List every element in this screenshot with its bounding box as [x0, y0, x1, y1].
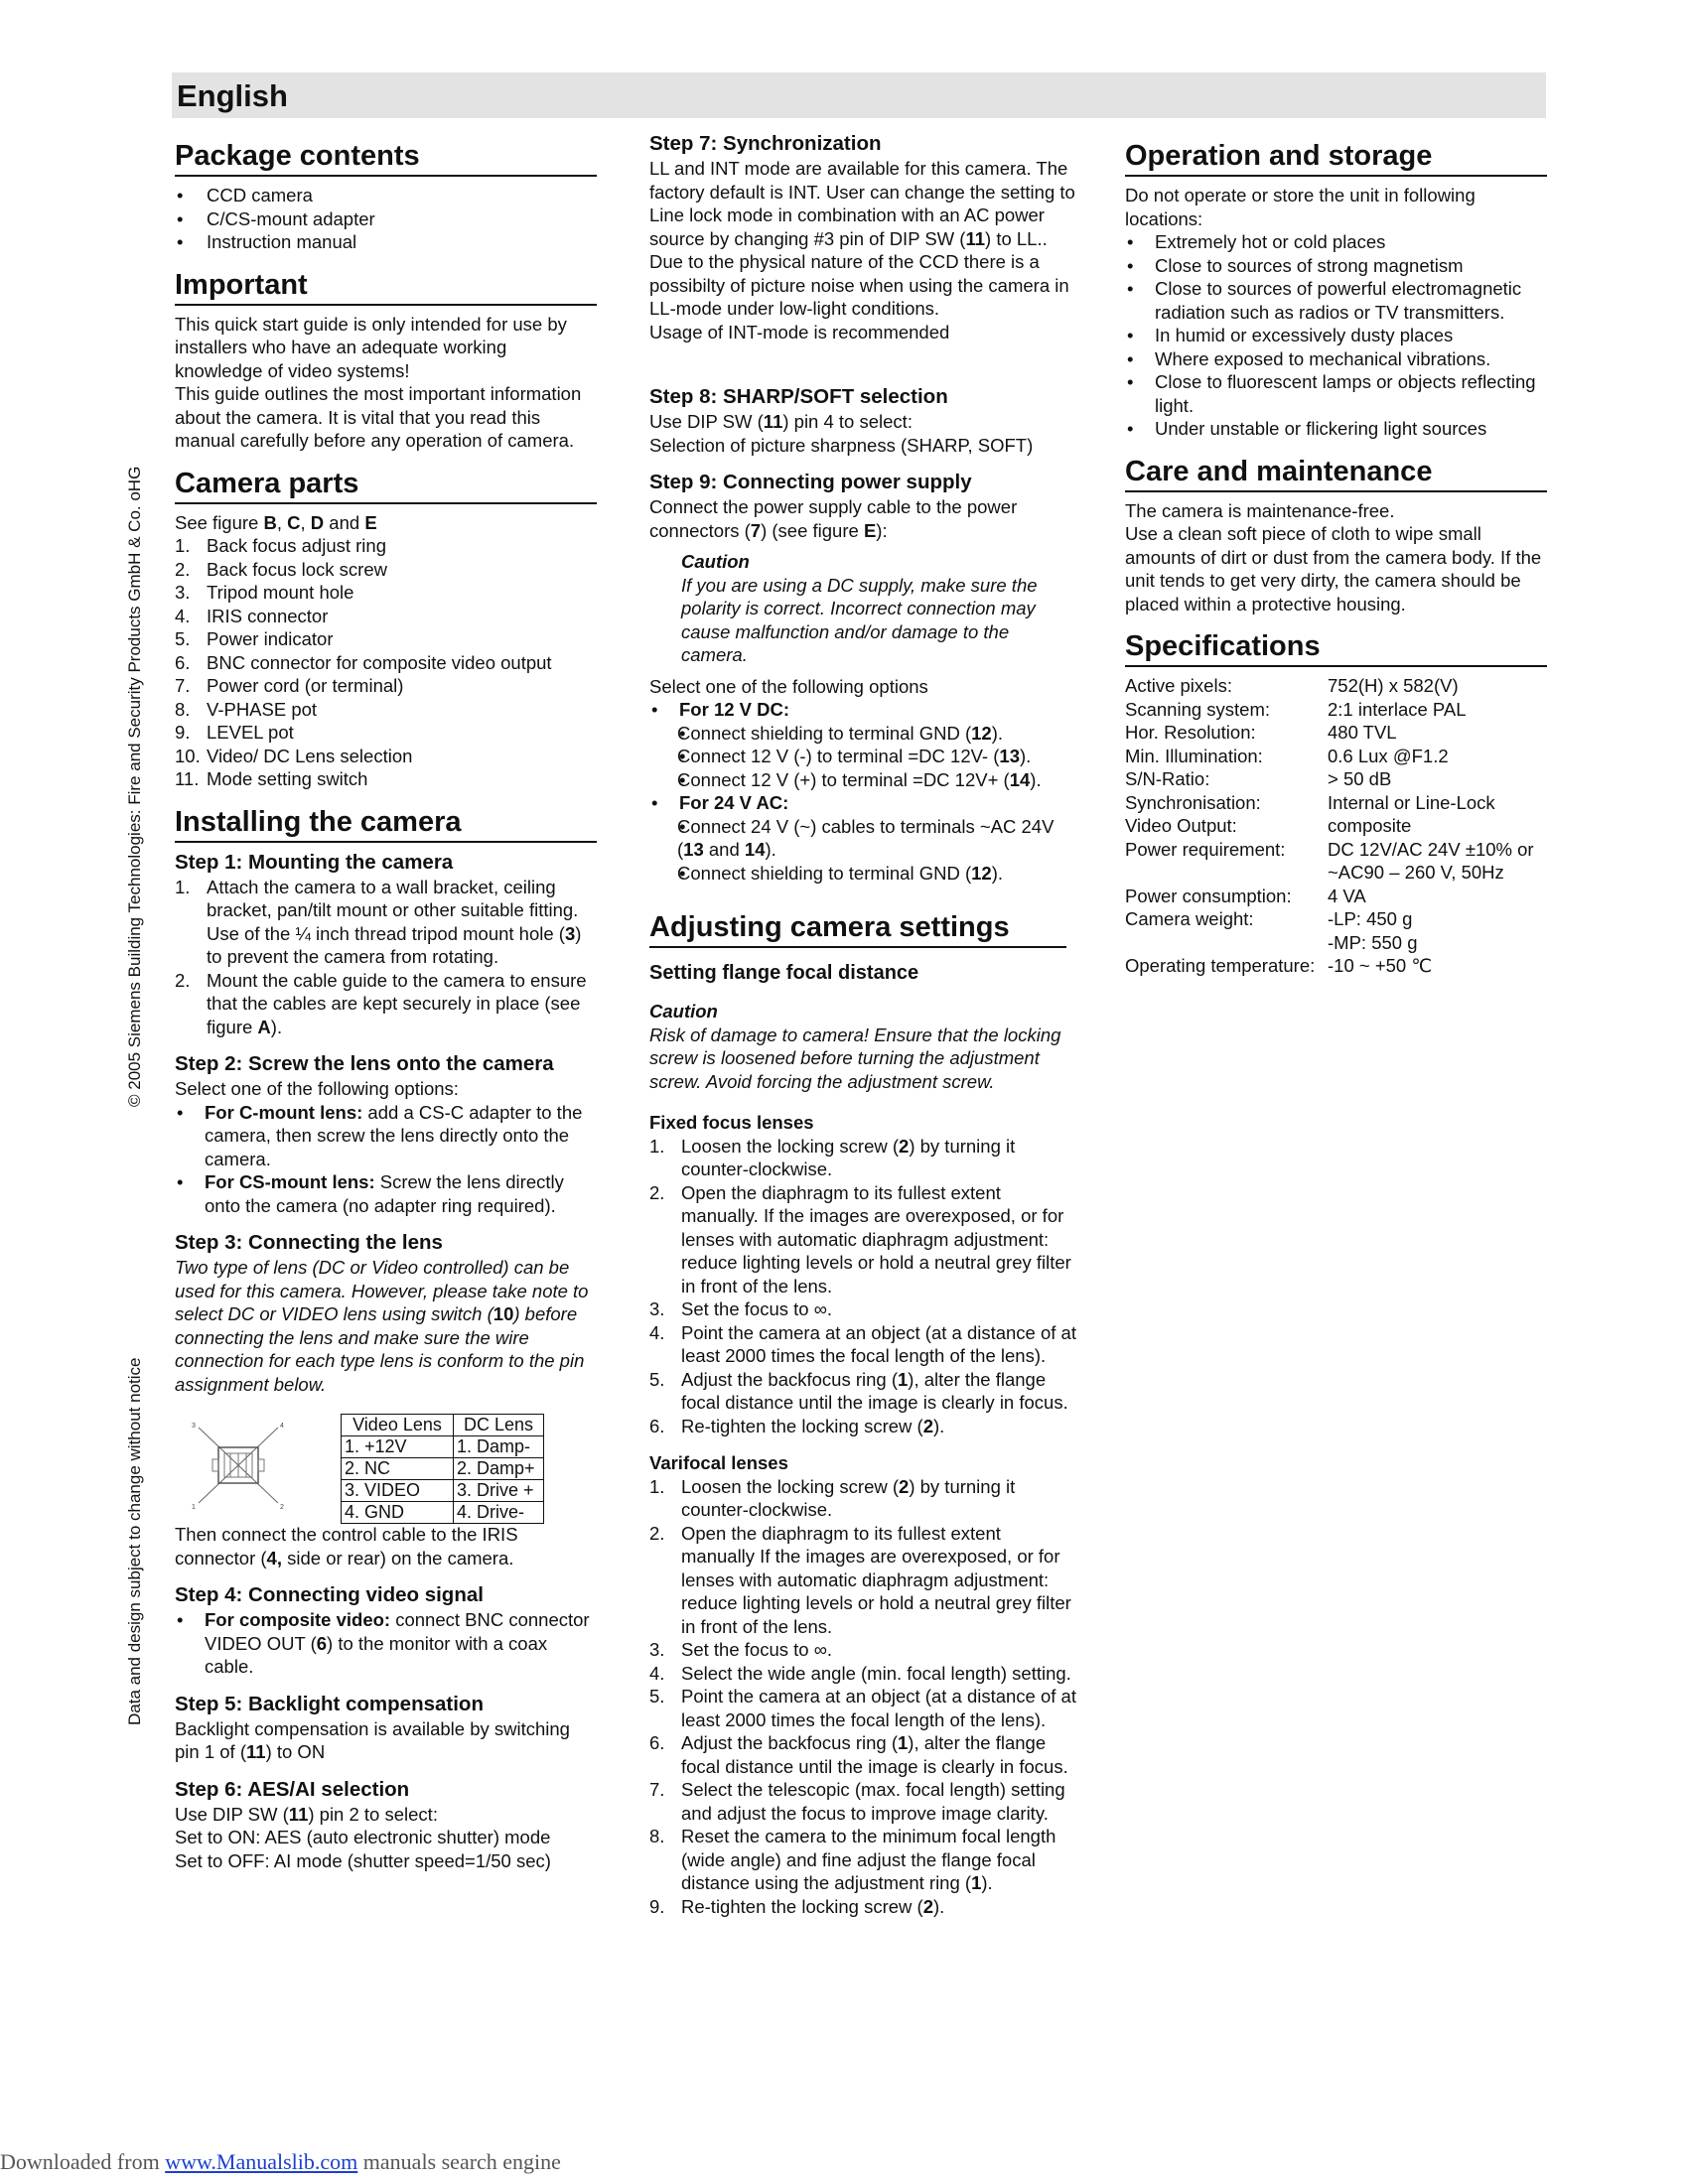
pin-assignment-table: [341, 1414, 544, 1524]
important-paragraph: This quick start guide is only intended for use by installers who have an adequate working knowledge of video systems!: [175, 313, 567, 381]
spec-value: 752(H) x 582(V): [1328, 675, 1459, 696]
iris-connector-diagram: [191, 1420, 286, 1511]
fixed-focus-heading: Fixed focus lenses: [649, 1112, 814, 1133]
table-row: 1. +12V 1. Damp-: [342, 1436, 544, 1458]
spec-value: 0.6 Lux @F1.2: [1328, 745, 1449, 766]
step8-line: Selection of picture sharpness (SHARP, SOFT): [649, 434, 1034, 456]
step2-heading: Step 2: Screw the lens onto the camera: [175, 1052, 554, 1075]
column-left: [175, 131, 597, 1872]
step3-text: Two type of lens (DC or Video controlled) can be used for this camera. However, please take note to select DC or VIDEO lens using switch (10) before connecting the lens and make sure the wire connection for each type lens is conform to the pin assignment below.: [175, 1257, 589, 1395]
spec-label: Power consumption:: [1125, 885, 1292, 906]
step7-heading: Step 7: Synchronization: [649, 132, 882, 155]
care-text: The camera is maintenance-free.: [1125, 499, 1395, 521]
step5-text: Backlight compensation is available by switching pin 1 of (11) to ON: [175, 1717, 570, 1762]
step9-text: Connect the power supply cable to the power connectors (7) (see figure E):: [649, 496, 1018, 541]
list-item: • For 12 V DC: • Connect shielding to terminal GND (12). • Connect 12 V (-) to terminal =DC 12V- (13). • Connect 12 V (+) to terminal =DC 12V+ (14).: [649, 698, 1076, 791]
step2-intro: Select one of the following options:: [175, 1078, 459, 1099]
list-item: • Instruction manual: [175, 230, 597, 254]
list-item: • Close to fluorescent lamps or objects reflecting light.: [1125, 370, 1547, 417]
pin-label: 3: [192, 1423, 196, 1430]
spec-value: > 50 dB: [1328, 768, 1392, 789]
care-text: Use a clean soft piece of cloth to wipe small amounts of dirt or dust from the camera body. If the unit tends to get very dirty, the camera should be placed within a protective housing.: [1125, 523, 1542, 614]
spec-value: -LP: 450 g: [1328, 908, 1413, 929]
list-item: • Connect 24 V (~) cables to terminals ~AC 24V (13 and 14).: [647, 815, 1076, 862]
list-item: 9. LEVEL pot: [175, 722, 294, 743]
list-item: • C/CS-mount adapter: [175, 207, 597, 231]
list-item: • For composite video: connect BNC connector VIDEO OUT (6) to the monitor with a coax cable.: [175, 1608, 597, 1679]
spec-label: Hor. Resolution:: [1125, 722, 1256, 743]
language-header-bar: [172, 72, 1546, 118]
list-item: 10. Video/ DC Lens selection: [175, 745, 413, 766]
list-item: 8. Reset the camera to the minimum focal length (wide angle) and fine adjust the flange focal distance using the adjustment ring (1).: [649, 1826, 1056, 1893]
caution-title: Caution: [649, 1001, 718, 1022]
list-item: • For 24 V AC: • Connect 24 V (~) cables to terminals ~AC 24V (13 and 14). • Connect shielding to terminal GND (12).: [649, 791, 1076, 885]
spec-value: Internal or Line-Lock: [1328, 791, 1495, 813]
spec-value: composite: [1328, 815, 1412, 836]
step4-heading: Step 4: Connecting video signal: [175, 1583, 484, 1606]
list-item: 4. IRIS connector: [175, 605, 329, 626]
list-item: • Close to sources of strong magnetism: [1125, 254, 1547, 278]
step6-line: Use DIP SW (11) pin 2 to select:: [175, 1803, 438, 1825]
spec-value: -MP: 550 g: [1328, 931, 1418, 953]
list-item: 3. Set the focus to ∞.: [649, 1639, 833, 1660]
list-item: 3. Set the focus to ∞.: [649, 1298, 833, 1319]
flange-heading: Setting flange focal distance: [649, 962, 919, 984]
operation-list: [1125, 230, 1547, 441]
list-item: • Connect 12 V (-) to terminal =DC 12V- (13).: [647, 745, 1076, 768]
spec-label: Scanning system:: [1125, 698, 1271, 720]
step1-list: [175, 876, 597, 1039]
step3-heading: Step 3: Connecting the lens: [175, 1231, 443, 1254]
adjusting-heading: Adjusting camera settings: [649, 902, 1066, 948]
list-item: • CCD camera: [175, 184, 597, 207]
installing-heading: Installing the camera: [175, 797, 597, 843]
step3-after: Then connect the control cable to the IRIS connector (4, side or rear) on the camera.: [175, 1524, 518, 1569]
step6-line: Set to OFF: AI mode (shutter speed=1/50 sec): [175, 1849, 551, 1871]
list-item: 3. Tripod mount hole: [175, 582, 354, 603]
pin-assignment-area: [175, 1414, 597, 1523]
list-item: 2. Mount the cable guide to the camera to ensure that the cables are kept securely in place (see figure A).: [175, 969, 587, 1037]
care-heading: Care and maintenance: [1125, 447, 1547, 492]
operation-heading: Operation and storage: [1125, 131, 1547, 177]
step8-line: Use DIP SW (11) pin 4 to select:: [649, 411, 913, 432]
step7-text2: Usage of INT-mode is recommended: [649, 321, 950, 342]
camera-parts-heading: Camera parts: [175, 459, 597, 504]
specifications-table: [1125, 674, 1547, 978]
step8-heading: Step 8: SHARP/SOFT selection: [649, 385, 948, 408]
varifocal-list: [649, 1475, 1076, 1919]
spec-label: [1125, 931, 1328, 955]
list-item: 5. Adjust the backfocus ring (1), alter the flange focal distance until the image is clearly in focus.: [649, 1368, 1068, 1413]
operation-intro: Do not operate or store the unit in following locations:: [1125, 185, 1476, 229]
parts-list: [175, 534, 597, 791]
spec-label: Camera weight:: [1125, 908, 1254, 929]
list-item: 8. V-PHASE pot: [175, 698, 318, 720]
pin-label: 2: [280, 1504, 284, 1511]
spec-value: -10 ~ +50 ℃: [1328, 955, 1433, 976]
spec-label: Power requirement:: [1125, 838, 1286, 860]
package-contents-heading: Package contents: [175, 131, 597, 177]
important-heading: Important: [175, 260, 597, 306]
table-header: Video Lens: [342, 1415, 454, 1436]
caution-title: Caution: [681, 551, 750, 572]
language-title: English: [177, 78, 288, 113]
list-item: • Where exposed to mechanical vibrations.: [1125, 347, 1547, 371]
list-item: 2. Back focus lock screw: [175, 558, 387, 580]
caution-text: Risk of damage to camera! Ensure that the locking screw is loosened before turning the adjustment screw. Avoid forcing the adjustment screw.: [649, 1024, 1061, 1092]
table-row: 4. GND 4. Drive-: [342, 1502, 544, 1524]
list-item: 4. Select the wide angle (min. focal length) setting.: [649, 1662, 1071, 1684]
specifications-heading: Specifications: [1125, 621, 1547, 667]
list-item: 1. Attach the camera to a wall bracket, ceiling bracket, pan/tilt mount or other suitable fitting. Use of the ¼ inch thread tripod mount hole (3) to prevent the camera from rotating.: [175, 876, 582, 967]
list-item: 2. Open the diaphragm to its fullest extent manually If the images are overexposed, or for lenses with automatic diaphragm adjustment: reduce lighting levels or hold a neutral grey filter in front of the lens.: [649, 1522, 1071, 1637]
list-item: • For CS-mount lens: Screw the lens directly onto the camera (no adapter ring required).: [175, 1170, 597, 1217]
list-item: 7. Select the telescopic (max. focal length) setting and adjust the focus to improve image clarity.: [649, 1779, 1065, 1824]
list-item: 1. Back focus adjust ring: [175, 535, 386, 556]
varifocal-heading: Varifocal lenses: [649, 1452, 788, 1473]
list-item: • Connect 12 V (+) to terminal =DC 12V+ (14).: [647, 768, 1076, 792]
list-item: 2. Open the diaphragm to its fullest extent manually. If the images are overexposed, or for lenses with automatic diaphragm adjustment: reduce lighting levels or hold a neutral grey filter in front of the lens.: [649, 1181, 1071, 1297]
list-item: 6. BNC connector for composite video output: [175, 651, 552, 673]
spec-label: Video Output:: [1125, 815, 1237, 836]
step1-heading: Step 1: Mounting the camera: [175, 850, 454, 874]
table-row: 2. NC 2. Damp+: [342, 1458, 544, 1480]
column-middle: [649, 131, 1076, 1918]
list-item: 4. Point the camera at an object (at a distance of at least 2000 times the focal length of the lens).: [649, 1321, 1076, 1366]
download-footer: Downloaded from www.Manualslib.com manuals search engine: [0, 2149, 561, 2174]
list-item: • Connect shielding to terminal GND (12).: [647, 862, 1076, 886]
caution-text: If you are using a DC supply, make sure the polarity is correct. Incorrect connection may cause malfunction and/or damage to the camera.: [681, 574, 1038, 665]
list-item: 1. Loosen the locking screw (2) by turning it counter-clockwise.: [649, 1475, 1016, 1520]
list-item: 5. Power indicator: [175, 628, 334, 649]
list-item: • Close to sources of powerful electromagnetic radiation such as radios or TV transmitters.: [1125, 277, 1547, 324]
caution-box: [649, 550, 1076, 667]
power-options-list: [649, 698, 1076, 885]
column-right: [1125, 131, 1547, 978]
pin-label: 4: [280, 1423, 284, 1430]
list-item: 7. Power cord (or terminal): [175, 675, 404, 696]
list-item: 9. Re-tighten the locking screw (2).: [649, 1895, 945, 1917]
list-item: 1. Loosen the locking screw (2) by turning it counter-clockwise.: [649, 1135, 1016, 1179]
manualslib-link[interactable]: www.Manualslib.com: [165, 2149, 358, 2174]
step2-list: [175, 1101, 597, 1218]
list-item: 5. Point the camera at an object (at a distance of at least 2000 times the focal length of the lens).: [649, 1686, 1076, 1730]
spec-label: Active pixels:: [1125, 675, 1232, 696]
step7-text: LL and INT mode are available for this camera. The factory default is INT. User can change the setting to Line lock mode in combination with an AC power source by changing #3 pin of DIP SW (11) to LL.. Due to the physical nature of the CCD there is a possibilty of picture noise when using the camera in LL-mode under low-light conditions.: [649, 158, 1075, 319]
list-item: • Connect shielding to terminal GND (12).: [647, 722, 1076, 746]
list-item: • Under unstable or flickering light sources: [1125, 417, 1547, 441]
spec-label: Operating temperature:: [1125, 955, 1316, 976]
important-paragraph: This guide outlines the most important information about the camera. It is vital that you read this manual carefully before any operation of camera.: [175, 383, 582, 451]
parts-see-figure: See figure B, C, D and E: [175, 511, 377, 533]
spec-value: 4 VA: [1328, 885, 1366, 906]
list-item: 11. Mode setting switch: [175, 768, 368, 789]
table-row: 3. VIDEO 3. Drive +: [342, 1480, 544, 1502]
list-item: • Extremely hot or cold places: [1125, 230, 1547, 254]
spec-label: Min. Illumination:: [1125, 745, 1263, 766]
spec-value: 480 TVL: [1328, 722, 1397, 743]
step9-heading: Step 9: Connecting power supply: [649, 471, 972, 493]
spec-value: 2:1 interlace PAL: [1328, 698, 1467, 720]
step5-heading: Step 5: Backlight compensation: [175, 1692, 484, 1715]
caution2-box: [649, 1000, 1076, 1093]
list-item: 6. Re-tighten the locking screw (2).: [649, 1415, 945, 1436]
spec-value: DC 12V/AC 24V ±10% or ~AC90 – 260 V, 50Hz: [1328, 838, 1534, 883]
spec-label: S/N-Ratio:: [1125, 768, 1210, 789]
spec-label: Synchronisation:: [1125, 791, 1261, 813]
table-header: DC Lens: [454, 1415, 544, 1436]
package-list: [175, 184, 597, 254]
dc-sublist: [647, 722, 1076, 792]
step4-list: [175, 1608, 597, 1679]
notice-side-text: Data and design subject to change without notice: [125, 1357, 144, 1725]
list-item: 6. Adjust the backfocus ring (1), alter the flange focal distance until the image is clearly in focus.: [649, 1732, 1068, 1777]
ac-sublist: [647, 815, 1076, 886]
pin-label: 1: [192, 1504, 196, 1511]
list-item: • For C-mount lens: add a CS-C adapter to the camera, then screw the lens directly onto the camera.: [175, 1101, 597, 1171]
select-options-text: Select one of the following options: [649, 675, 928, 697]
step6-heading: Step 6: AES/AI selection: [175, 1777, 410, 1801]
list-item: • In humid or excessively dusty places: [1125, 324, 1547, 347]
fixed-focus-list: [649, 1135, 1076, 1438]
copyright-side-text: © 2005 Siemens Building Technologies: Fire and Security Products GmbH & Co. oHG: [125, 466, 144, 1107]
step6-line: Set to ON: AES (auto electronic shutter) mode: [175, 1827, 551, 1847]
